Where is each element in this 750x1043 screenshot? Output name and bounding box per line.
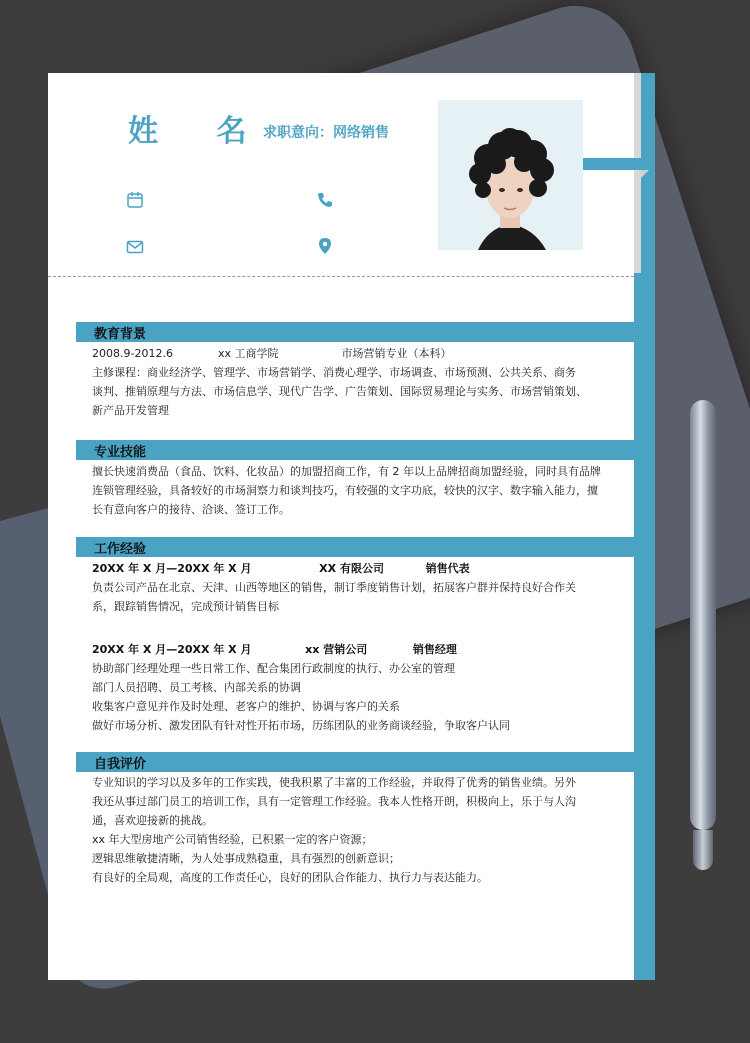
job-intent: 求职意向：网络销售 [263,125,389,141]
job-company: XX 有限公司 [319,562,384,575]
skills-line: 长有意向客户的接待、洽谈、签订工作。 [92,503,290,516]
header-accent-bar [583,158,655,170]
section-education-header [76,322,634,342]
section-work-body [92,559,612,735]
job-position: 销售经理 [412,643,457,656]
edu-major: 市场营销专业（本科） [341,347,452,360]
mail-icon [126,238,144,256]
header-accent-fold [641,170,649,178]
self-line: 有良好的全局观，高度的工作责任心，良好的团队合作能力、执行力与表达能力。 [92,871,488,884]
portrait-illustration [438,100,583,250]
skills-line: 擅长快速消费品（食品、饮料、化妆品）的加盟招商工作，有 2 年以上品牌招商加盟经验，同时具有品牌 [92,465,601,478]
background-pen [690,400,716,830]
job-position: 销售代表 [425,562,470,575]
phone-icon [316,191,334,209]
skills-line: 连锁管理经验，具备较好的市场洞察力和谈判技巧，有较强的文字功底，较快的汉字、数字输入能力，擅 [92,484,598,497]
job-desc-line: 负责公司产品在北京、天津、山西等地区的销售，制订季度销售计划，拓展客户群并保持良好合作关 [92,581,576,594]
job-desc-line: 系，跟踪销售情况，完成预计销售目标 [92,600,279,613]
section-work-header [76,537,634,557]
profile-photo [438,100,583,250]
section-skills-header [76,440,634,460]
section-skills-body [92,462,612,519]
header-divider [48,276,634,277]
resume-name: 姓 名 [128,114,271,149]
job-desc-line: 做好市场分析、激发团队有针对性开拓市场，历练团队的业务商谈经验，争取客户认同 [92,719,510,732]
self-line: 专业知识的学习以及多年的工作实践，使我积累了丰富的工作经验，并取得了优秀的销售业绩。另外 [92,776,576,789]
section-self-header [76,752,634,772]
location-icon [316,237,334,255]
section-title: 自我评价 [94,757,147,772]
section-title: 专业技能 [94,445,147,460]
edu-courses-line: 主修课程：商业经济学、管理学、市场营销学、消费心理学、市场调查、市场预测、公共关系、商务 [92,366,576,379]
job-desc-line: 协助部门经理处理一些日常工作、配合集团行政制度的执行、办公室的管理 [92,662,455,675]
background-pen-tip [693,830,713,870]
job-company: xx 营销公司 [305,643,368,656]
section-education-body [92,344,612,420]
accent-gray-strip [634,73,641,273]
section-title: 教育背景 [94,327,147,342]
section-self-body [92,773,612,887]
edu-date: 2008.9-2012.6 [92,347,173,360]
job-desc-line: 收集客户意见并作及时处理、老客户的维护、协调与客户的关系 [92,700,400,713]
job-period: 20XX 年 X 月—20XX 年 X 月 [92,562,252,575]
self-line: 通，喜欢迎接新的挑战。 [92,814,213,827]
resume-page [48,73,655,980]
edu-courses-line: 新产品开发管理 [92,404,169,417]
edu-school: xx 工商学院 [217,347,279,360]
self-line: 我还从事过部门员工的培训工作，具有一定管理工作经验。我本人性格开朗，积极向上，乐于与人沟 [92,795,576,808]
self-line: xx 年大型房地产公司销售经验，已积累一定的客户资源； [92,833,373,846]
calendar-icon [126,191,144,209]
job-desc-line: 部门人员招聘、员工考核、内部关系的协调 [92,681,301,694]
self-line: 逻辑思维敏捷清晰，为人处事成熟稳重，具有强烈的创新意识； [92,852,400,865]
section-title: 工作经验 [94,542,147,557]
job-period: 20XX 年 X 月—20XX 年 X 月 [92,643,252,656]
edu-courses-line: 谈判、推销原理与方法、市场信息学、现代广告学、广告策划、国际贸易理论与实务、市场营销策划、 [92,385,587,398]
